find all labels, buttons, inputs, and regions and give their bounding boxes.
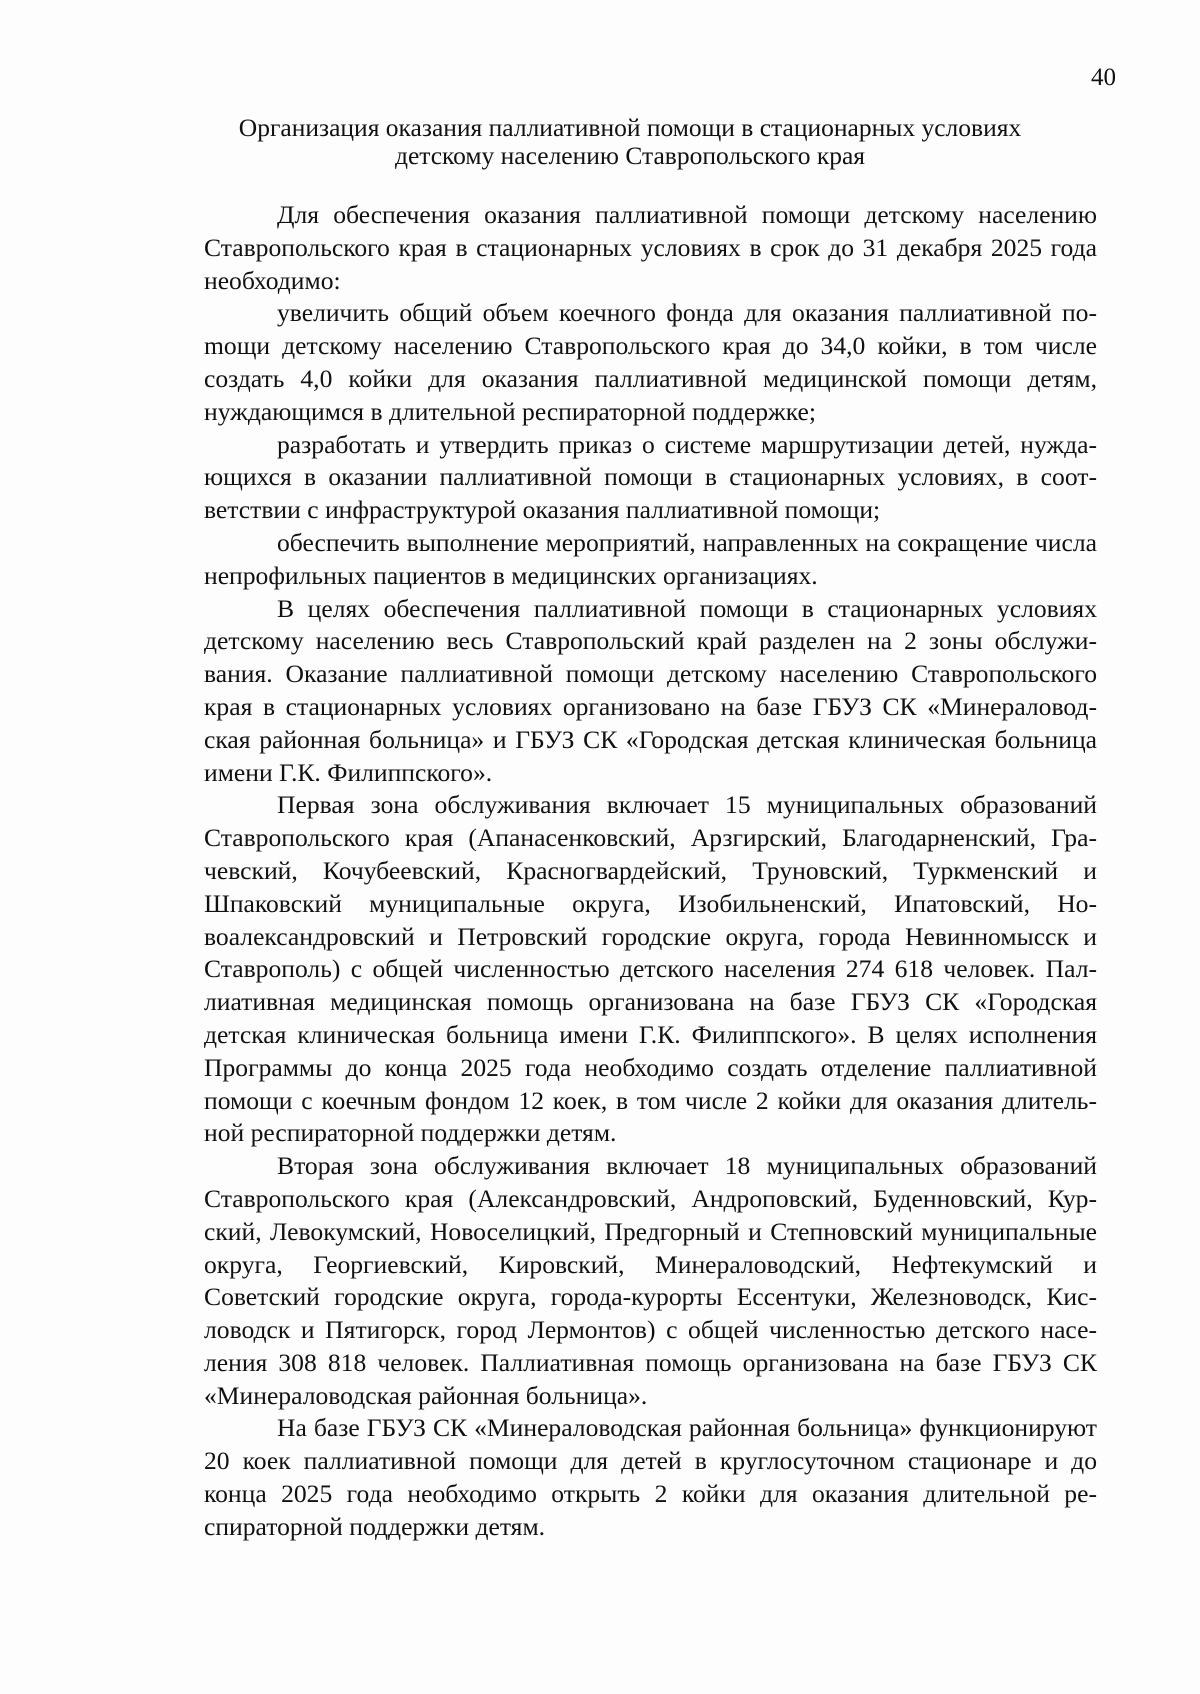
paragraph-mineralnye-vody-hospital: На базе ГБУЗ СК «Минераловодская районная больница» функционируют 20 коек паллиативной помощи для детей в круглосуточном стационаре и до конца 2025 года необходимо открыть 2 койки для оказания длительной респираторной поддержки детям. <box>204 1413 1097 1541</box>
paragraph-task-reduce-nonprofile: обеспечить выполнение мероприятий, направленных на сокращение числа непрофильных пациентов в медицинских организациях. <box>204 527 1097 590</box>
paragraph-task-routing-order: разработать и утвердить приказ о системе маршрутизации детей, нуждающихся в оказании паллиативной помощи в стационарных условиях, в соответствии с инфраструктурой оказания паллиативной помощи; <box>204 429 1097 525</box>
paragraph-intro: Для обеспечения оказания паллиативной помощи детскому населению Ставропольского края в стационарных условиях в срок до 31 декабря 2025 года необходимо: <box>204 200 1097 295</box>
section-title-line-1: Организация оказания паллиативной помощи в стационарных условиях <box>238 113 1022 142</box>
paragraph-first-zone: Первая зона обслуживания включает 15 муниципальных образований Ставропольского края (Апанасенковский, Арзгирский, Благодарненский, Грачевский, Кочубеевский, Красногвардейский, Труновский, Туркменский и Шпаковский муниципальные округа, Изобильненский, Ипатовский, Новоалександровский и Петровский городские округа, города Невинномысск и Ставрополь) с общей численностью детского населения 274 618 человек. Паллиативная медицинская помощь организована на базе ГБУЗ СК «Городская детская клиническая больница имени Г.К. Филиппского». В целях исполнения Программы до конца 2025 года необходимо создать отделение паллиативной помощи с коечным фондом 12 коек, в том числе 2 койки для оказания длительной респираторной поддержки детям. <box>204 790 1097 1148</box>
paragraph-second-zone: Вторая зона обслуживания включает 18 муниципальных образований Ставропольского края (Александровский, Андроповский, Буденновский, Курский, Левокумский, Новоселицкий, Предгорный и Степновский муниципальные округа, Георгиевский, Кировский, Минераловодский, Нефтекумский и Советский городские округа, города-курорты Ессентуки, Железноводск, Кисловодск и Пятигорск, город Лермонтов) с общей численностью детского населения 308 818 человек. Паллиативная помощь организована на базе ГБУЗ СК «Минераловодская районная больница». <box>204 1151 1097 1410</box>
document-body <box>204 199 1097 1544</box>
section-title <box>150 114 1110 170</box>
section-title-line-2: детскому населению Ставропольского края <box>394 141 866 170</box>
paragraph-zones-overview: В целях обеспечения паллиативной помощи в стационарных условиях детскому населению весь Ставропольский край разделен на 2 зоны обслуживания. Оказание паллиативной помощи детскому населению Ставропольского края в стационарных условиях организовано на базе ГБУЗ СК «Минераловодская районная больница» и ГБУЗ СК «Городская детская клиническая больница имени Г.К. Филиппского». <box>204 593 1097 787</box>
page-number: 40 <box>1091 64 1116 91</box>
paragraph-task-beds: увеличить общий объем коечного фонда для оказания паллиативной поmощи детскому населению Ставропольского края до 34,0 койки, в том числе создать 4,0 койки для оказания паллиативной медицинской помощи детям, нуждающимся в длительной респираторной поддержке; <box>204 298 1097 426</box>
